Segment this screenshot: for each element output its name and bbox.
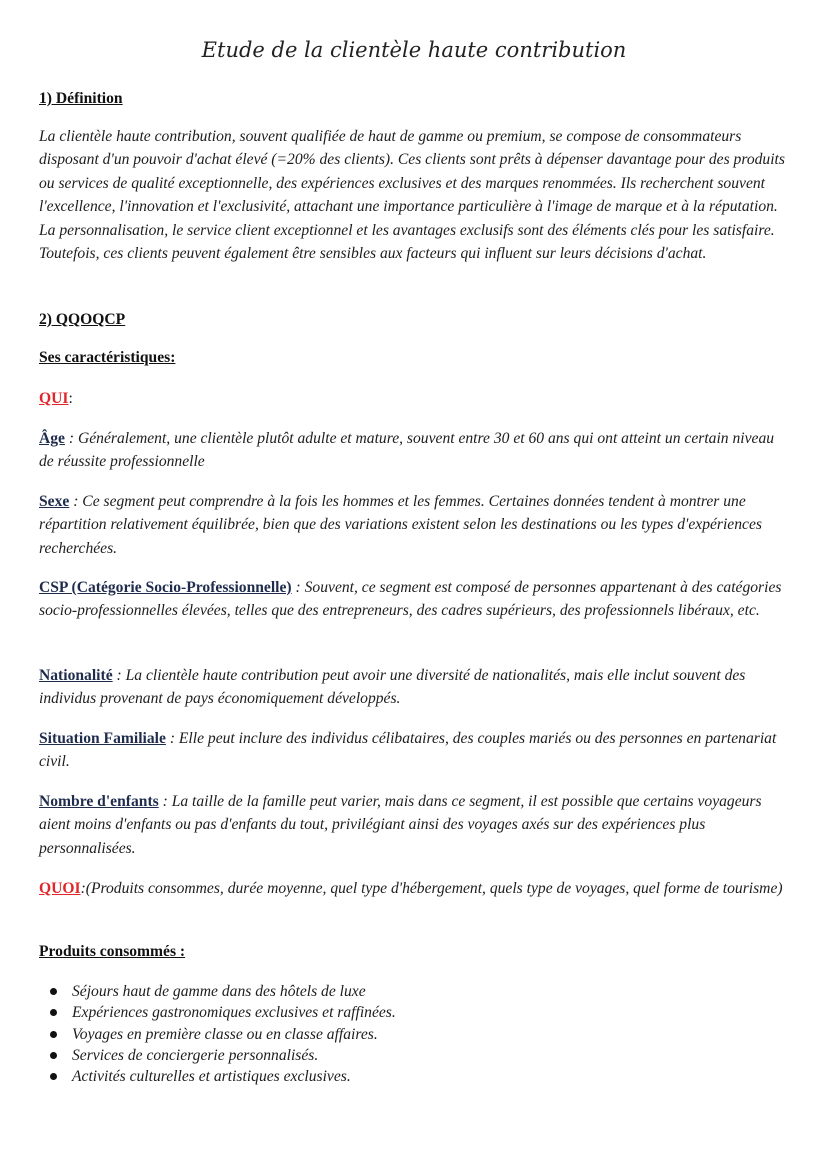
characteristic-csp [39, 576, 789, 623]
characteristic-label: Sexe [39, 493, 70, 510]
characteristics-heading: Ses caractéristiques: [39, 349, 176, 366]
bullet-icon [50, 988, 57, 995]
list-item-text: Séjours haut de gamme dans des hôtels de luxe [72, 983, 366, 1000]
list-item-text: Services de conciergerie personnalisés. [72, 1046, 319, 1064]
document-title: Etude de la clientèle haute contribution [201, 38, 627, 62]
characteristic-text: : Ce segment peut comprendre à la fois les hommes et les femmes. Certaines données tendent à montrer une répartition relativement équilibrée, bien que des variations existent selon les destinations ou les types d'expériences recherchées. [39, 493, 762, 557]
characteristic-text: : Souvent, ce segment est composé de personnes appartenant à des catégories socio-professionnelles élevées, telles que des entrepreneurs, des cadres supérieurs, des professionnels libéraux, etc. [39, 579, 782, 620]
definition-paragraph: La clientèle haute contribution, souvent qualifiée de haut de gamme ou premium, se compose de consommateurs disposant d'un pouvoir d'achat élevé (=20% des clients). Ces clients sont prêts à dépenser davantage pour des produits ou services de qualité exceptionnelle, des expériences exclusives et des marques renommées. Ils recherchent souvent l'excellence, l'innovation et l'exclusivité, attachant une importance particulière à l'image de marque et à la réputation. La personnalisation, le service client exceptionnel et les avantages exclusifs sont des éléments clés pour les satisfaire. Toutefois, ces clients peuvent également être sensibles aux facteurs qui influent sur leurs décisions d'achat. [39, 128, 785, 263]
produits-heading: Produits consommés : [39, 943, 186, 960]
characteristic-text: : Généralement, une clientèle plutôt adulte et mature, souvent entre 30 et 60 ans qui ont atteint un certain niveau de réussite professionnelle [39, 430, 775, 471]
characteristic-text: : Elle peut inclure des individus célibataires, des couples mariés ou des personnes en partenariat civil. [39, 730, 777, 771]
characteristic-nationalite [39, 664, 789, 711]
list-item [39, 1045, 789, 1066]
characteristic-label: Âge [39, 430, 65, 447]
list-item [39, 1066, 789, 1087]
list-item [39, 981, 789, 1002]
bullet-icon [50, 1031, 57, 1038]
qui-label: QUI [39, 390, 69, 407]
characteristic-label: Nationalité [39, 667, 113, 684]
characteristic-label: Situation Familiale [39, 730, 166, 747]
produits-list [39, 981, 789, 1087]
characteristic-sexe [39, 490, 789, 560]
characteristic-age [39, 427, 789, 474]
characteristic-label: CSP (Catégorie Socio-Professionnelle) [39, 579, 292, 596]
quoi-label: QUOI [39, 880, 81, 897]
section-1-heading: 1) Définition [39, 90, 123, 107]
bullet-icon [50, 1073, 57, 1080]
bullet-icon [50, 1009, 57, 1016]
list-item-text: Activités culturelles et artistiques exclusives. [72, 1068, 351, 1086]
list-item-text: Voyages en première classe ou en classe affaires. [72, 1025, 378, 1043]
characteristic-label: Nombre d'enfants [39, 793, 159, 810]
characteristic-situation-familiale [39, 727, 789, 774]
list-item-text: Expériences gastronomiques exclusives et raffinées. [72, 1004, 396, 1022]
characteristic-nombre-enfants [39, 790, 789, 860]
quoi-text: :(Produits consommes, durée moyenne, quel type d'hébergement, quels type de voyages, quel forme de tourisme) [80, 880, 783, 897]
section-2-heading: 2) QQOQCP [39, 311, 126, 328]
quoi-block [39, 877, 789, 900]
qui-colon: : [68, 390, 73, 407]
list-item [39, 1002, 789, 1023]
list-item [39, 1024, 789, 1045]
bullet-icon [50, 1052, 57, 1059]
characteristic-text: : La taille de la famille peut varier, mais dans ce segment, il est possible que certains voyageurs aient moins d'enfants ou pas d'enfants du tout, privilégiant ainsi des voyages axés sur des expériences plus personnalisées. [39, 793, 762, 857]
characteristic-text: : La clientèle haute contribution peut avoir une diversité de nationalités, mais elle inclut souvent des individus provenant de pays économiquement développés. [39, 667, 746, 708]
qui-heading [39, 387, 789, 410]
